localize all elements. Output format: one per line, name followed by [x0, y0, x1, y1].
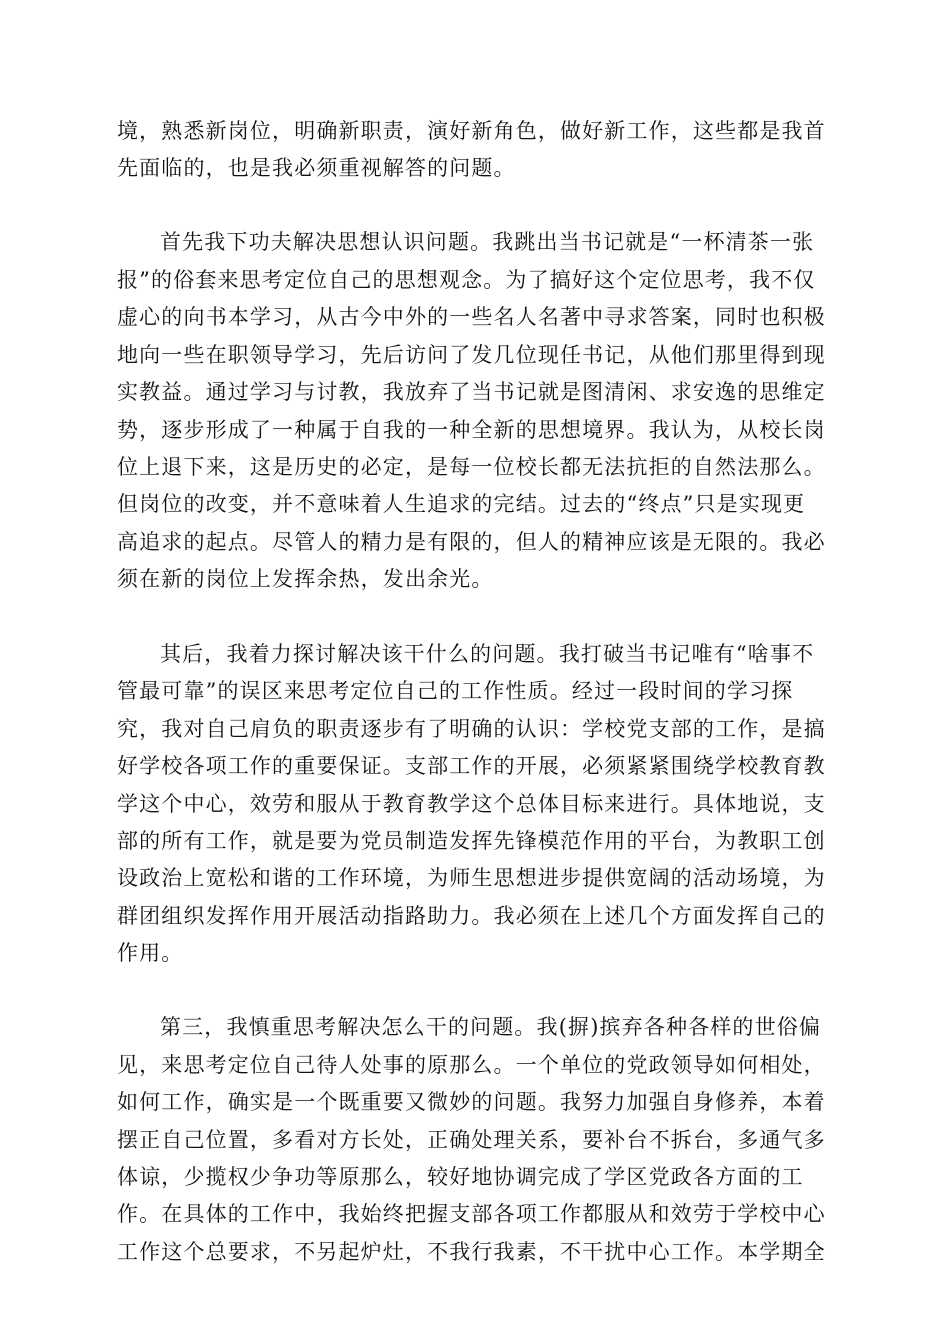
- text-line: 摆正自己位置，多看对方长处，正确处理关系，要补台不拆台，多通气多: [117, 1128, 826, 1152]
- text-line: 作。在具体的工作中，我始终把握支部各项工作都服从和效劳于学校中心: [117, 1202, 826, 1226]
- text-line: 地向一些在职领导学习，先后访问了发几位现任书记，从他们那里得到现: [117, 343, 826, 367]
- text-line: 部的所有工作，就是要为党员制造发挥先锋模范作用的平台，为教职工创: [117, 829, 826, 853]
- text-line: 但岗位的改变，并不意味着人生追求的完结。过去的“终点”只是实现更: [117, 492, 806, 516]
- text-line: 高追求的起点。尽管人的精力是有限的，但人的精神应该是无限的。我必: [117, 530, 826, 554]
- text-line: 位上退下来，这是历史的必定，是每一位校长都无法抗拒的自然法那么。: [117, 455, 826, 479]
- text-line: 设政治上宽松和谐的工作环境，为师生思想进步提供宽阔的活动场境，为: [117, 866, 826, 890]
- text-line: 究，我对自己肩负的职责逐步有了明确的认识：学校党支部的工作，是搞: [117, 717, 826, 741]
- text-line: 其后，我着力探讨解决该干什么的问题。我打破当书记唯有“啥事不: [160, 642, 815, 666]
- text-line: 如何工作，确实是一个既重要又微妙的问题。我努力加强自身修养，本着: [117, 1090, 826, 1114]
- text-line: 管最可靠”的误区来思考定位自己的工作性质。经过一段时间的学习探: [117, 679, 794, 703]
- text-line: 体谅，少揽权少争功等原那么，较好地协调完成了学区党政各方面的工: [117, 1165, 804, 1189]
- text-line: 首先我下功夫解决思想认识问题。我跳出当书记就是“一杯清茶一张: [160, 230, 815, 254]
- text-line: 势，逐步形成了一种属于自我的一种全新的思想境界。我认为，从校长岗: [117, 418, 826, 442]
- text-line: 须在新的岗位上发挥余热，发出余光。: [117, 567, 494, 591]
- text-line: 虚心的向书本学习，从古今中外的一些名人名著中寻求答案，同时也积极: [117, 305, 826, 329]
- text-line: 工作这个总要求，不另起炉灶，不我行我素，不干扰中心工作。本学期全: [117, 1240, 826, 1264]
- text-line: 学这个中心，效劳和服从于教育教学这个总体目标来进行。具体地说，支: [117, 792, 826, 816]
- text-line: 见，来思考定位自己待人处事的原那么。一个单位的党政领导如何相处，: [117, 1053, 826, 1077]
- text-line: 第三，我慎重思考解决怎么干的问题。我(摒)摈弃各种各样的世俗偏: [160, 1015, 822, 1039]
- text-line: 群团组织发挥作用开展活动指路助力。我必须在上述几个方面发挥自己的: [117, 904, 826, 928]
- text-line: 报”的俗套来思考定位自己的思想观念。为了搞好这个定位思考，我不仅: [117, 268, 816, 292]
- text-line: 作用。: [117, 941, 184, 965]
- text-line: 好学校各项工作的重要保证。支部工作的开展，必须紧紧围绕学校教育教: [117, 754, 826, 778]
- text-line: 境，熟悉新岗位，明确新职责，演好新角色，做好新工作，这些都是我首: [117, 119, 826, 143]
- text-line: 实教益。通过学习与讨教，我放弃了当书记就是图清闲、求安逸的思维定: [117, 380, 826, 404]
- text-line: 先面临的，也是我必须重视解答的问题。: [117, 156, 516, 180]
